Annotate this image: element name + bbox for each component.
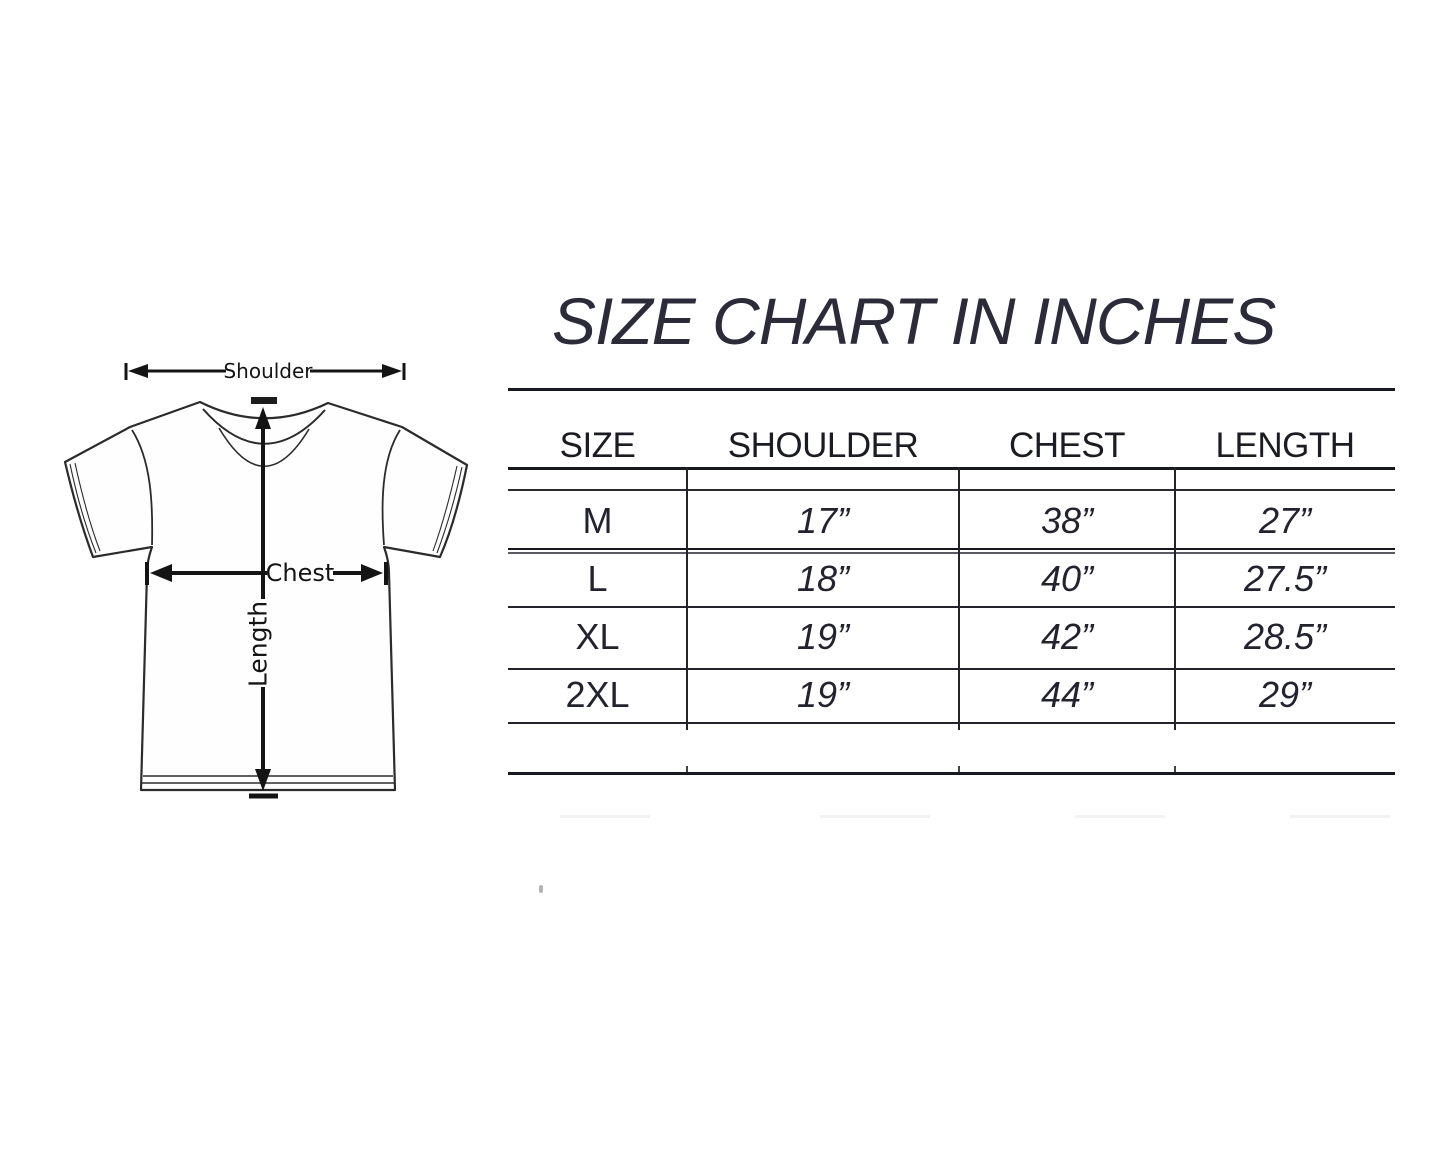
table-row-l — [508, 557, 1395, 601]
table-cell: M — [582, 500, 613, 541]
table-rule-1 — [508, 489, 1395, 491]
length-label: Length — [243, 600, 273, 688]
table-cell: 19” — [796, 616, 850, 657]
table-rule-double-upper — [508, 548, 1395, 550]
table-cell: 29” — [1258, 674, 1312, 715]
table-rule-3 — [508, 668, 1395, 670]
header-cell-size: SIZE — [559, 426, 636, 465]
table-cell: 44” — [1040, 674, 1094, 715]
jpeg-artifact — [1075, 815, 1165, 818]
column-tick-1 — [686, 766, 688, 772]
table-cell: 28.5” — [1243, 616, 1327, 657]
column-tick-2 — [958, 766, 960, 772]
table-cell: 19” — [796, 674, 850, 715]
table-cell: 2XL — [565, 674, 630, 715]
page-title: SIZE CHART IN INCHES — [552, 284, 1276, 358]
table-row-m — [508, 499, 1395, 543]
table-rule-4 — [508, 722, 1395, 724]
table-cell: 42” — [1040, 616, 1094, 657]
table-cell: XL — [575, 616, 620, 657]
table-rule-bottom — [508, 772, 1395, 775]
jpeg-artifact — [539, 885, 543, 893]
table-cell: 40” — [1040, 558, 1094, 599]
table-rule-double-lower — [508, 552, 1395, 554]
table-header-row — [508, 424, 1395, 468]
jpeg-artifact — [560, 815, 650, 818]
table-cell: 38” — [1040, 500, 1094, 541]
table-row-2xl — [508, 673, 1395, 717]
table-row-xl — [508, 615, 1395, 659]
chest-label: Chest — [265, 559, 335, 587]
table-cell: 27” — [1258, 500, 1312, 541]
header-cell-chest: CHEST — [1008, 426, 1126, 465]
table-rule-2 — [508, 606, 1395, 608]
table-cell: 17” — [796, 500, 850, 541]
table-cell: L — [587, 558, 608, 599]
table-cell: 27.5” — [1243, 558, 1327, 599]
table-rule-top — [508, 388, 1395, 391]
header-cell-length: LENGTH — [1215, 426, 1355, 465]
tshirt-measurement-diagram — [40, 340, 480, 820]
collar-tag — [251, 397, 277, 404]
jpeg-artifact — [1290, 815, 1390, 818]
table-cell: 18” — [796, 558, 850, 599]
header-cell-shoulder: SHOULDER — [727, 426, 919, 465]
tshirt-outline-illustration — [65, 402, 467, 790]
jpeg-artifact — [820, 815, 930, 818]
column-tick-3 — [1174, 766, 1176, 772]
shoulder-label: Shoulder — [223, 359, 313, 383]
